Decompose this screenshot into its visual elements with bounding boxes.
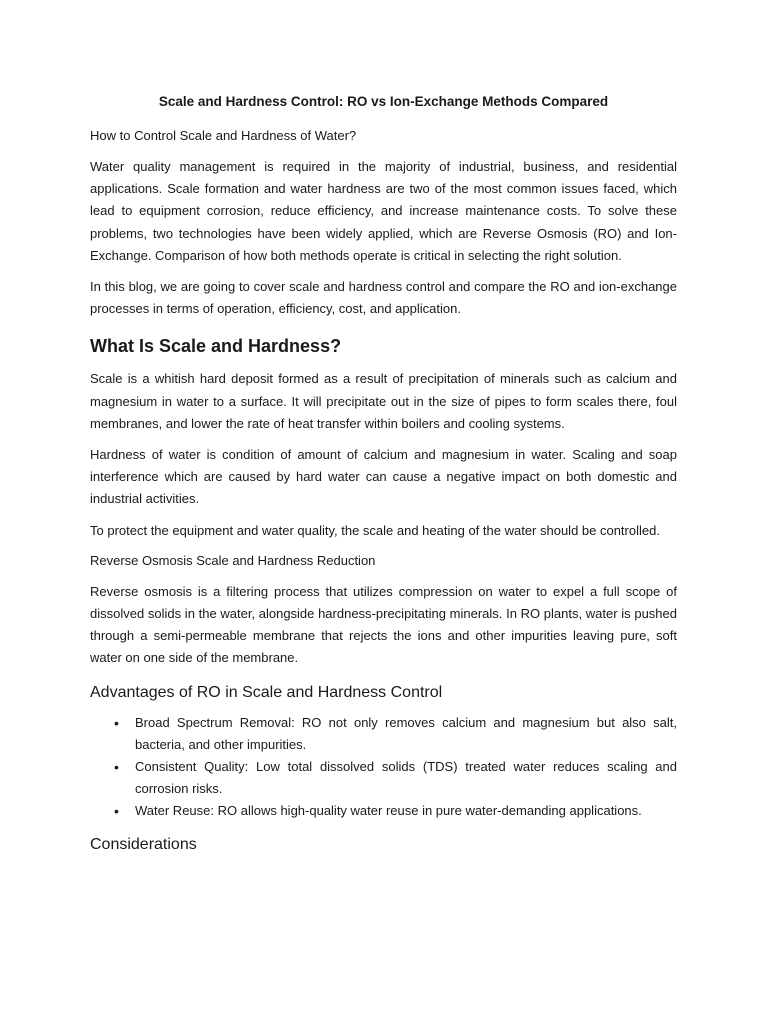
- intro-paragraph-1: Water quality management is required in the majority of industrial, business, and residential applications. Scale formation and water hardness are two of the most common issues faced, which lead to equipment corrosion, reduce efficiency, and increase maintenance costs. To solve these problems, two technologies have been widely applied, which are Reverse Osmosis (RO) and Ion-Exchange. Comparison of how both methods operate is critical in selecting the right solution.: [90, 159, 677, 263]
- advantages-list: [90, 712, 677, 822]
- bullet-icon: •: [114, 758, 119, 775]
- list-item: [90, 756, 677, 800]
- bullet-icon: •: [114, 802, 119, 819]
- document-body: [90, 92, 677, 864]
- list-item-text: Consistent Quality: Low total dissolved solids (TDS) treated water reduces scaling and corrosion risks.: [135, 758, 677, 796]
- list-item: [90, 800, 677, 822]
- scale-definition-paragraph: Scale is a whitish hard deposit formed as a result of precipitation of minerals such as calcium and magnesium in water to a surface. It will precipitate out in the size of pipes to form scales there, foul membranes, and lower the rate of heat transfer within boilers and cooling systems.: [90, 371, 677, 431]
- intro-paragraph-2: In this blog, we are going to cover scale and hardness control and compare the RO and ion-exchange processes in terms of operation, efficiency, cost, and application.: [90, 279, 677, 317]
- ro-description-paragraph: Reverse osmosis is a filtering process that utilizes compression on water to expel a full scope of dissolved solids in the water, alongside hardness-precipitating minerals. In RO plants, water is pushed through a semi-permeable membrane that rejects the ions and other impurities leaving pure, soft water on one side of the membrane.: [90, 583, 677, 666]
- section-heading-ro-reduction: Reverse Osmosis Scale and Hardness Reduction: [90, 552, 376, 568]
- list-item-text: Broad Spectrum Removal: RO not only removes calcium and magnesium but also salt, bacteria, and other impurities.: [135, 714, 677, 752]
- document-subtitle: How to Control Scale and Hardness of Water?: [90, 128, 357, 143]
- protection-paragraph: To protect the equipment and water quality, the scale and heating of the water should be controlled.: [90, 522, 660, 538]
- section-heading-considerations: Considerations: [90, 835, 197, 853]
- document-title: Scale and Hardness Control: RO vs Ion-Exchange Methods Compared: [158, 94, 609, 109]
- list-item: [90, 712, 677, 756]
- bullet-icon: •: [114, 714, 119, 731]
- list-item-text: Water Reuse: RO allows high-quality water reuse in pure water-demanding applications.: [135, 802, 642, 818]
- hardness-definition-paragraph: Hardness of water is condition of amount of calcium and magnesium in water. Scaling and soap interference which are caused by hard water can cause a negative impact on both domestic and industrial activities.: [90, 447, 677, 507]
- section-heading-what-is-scale: What Is Scale and Hardness?: [90, 336, 342, 357]
- section-heading-advantages: Advantages of RO in Scale and Hardness Control: [90, 683, 443, 701]
